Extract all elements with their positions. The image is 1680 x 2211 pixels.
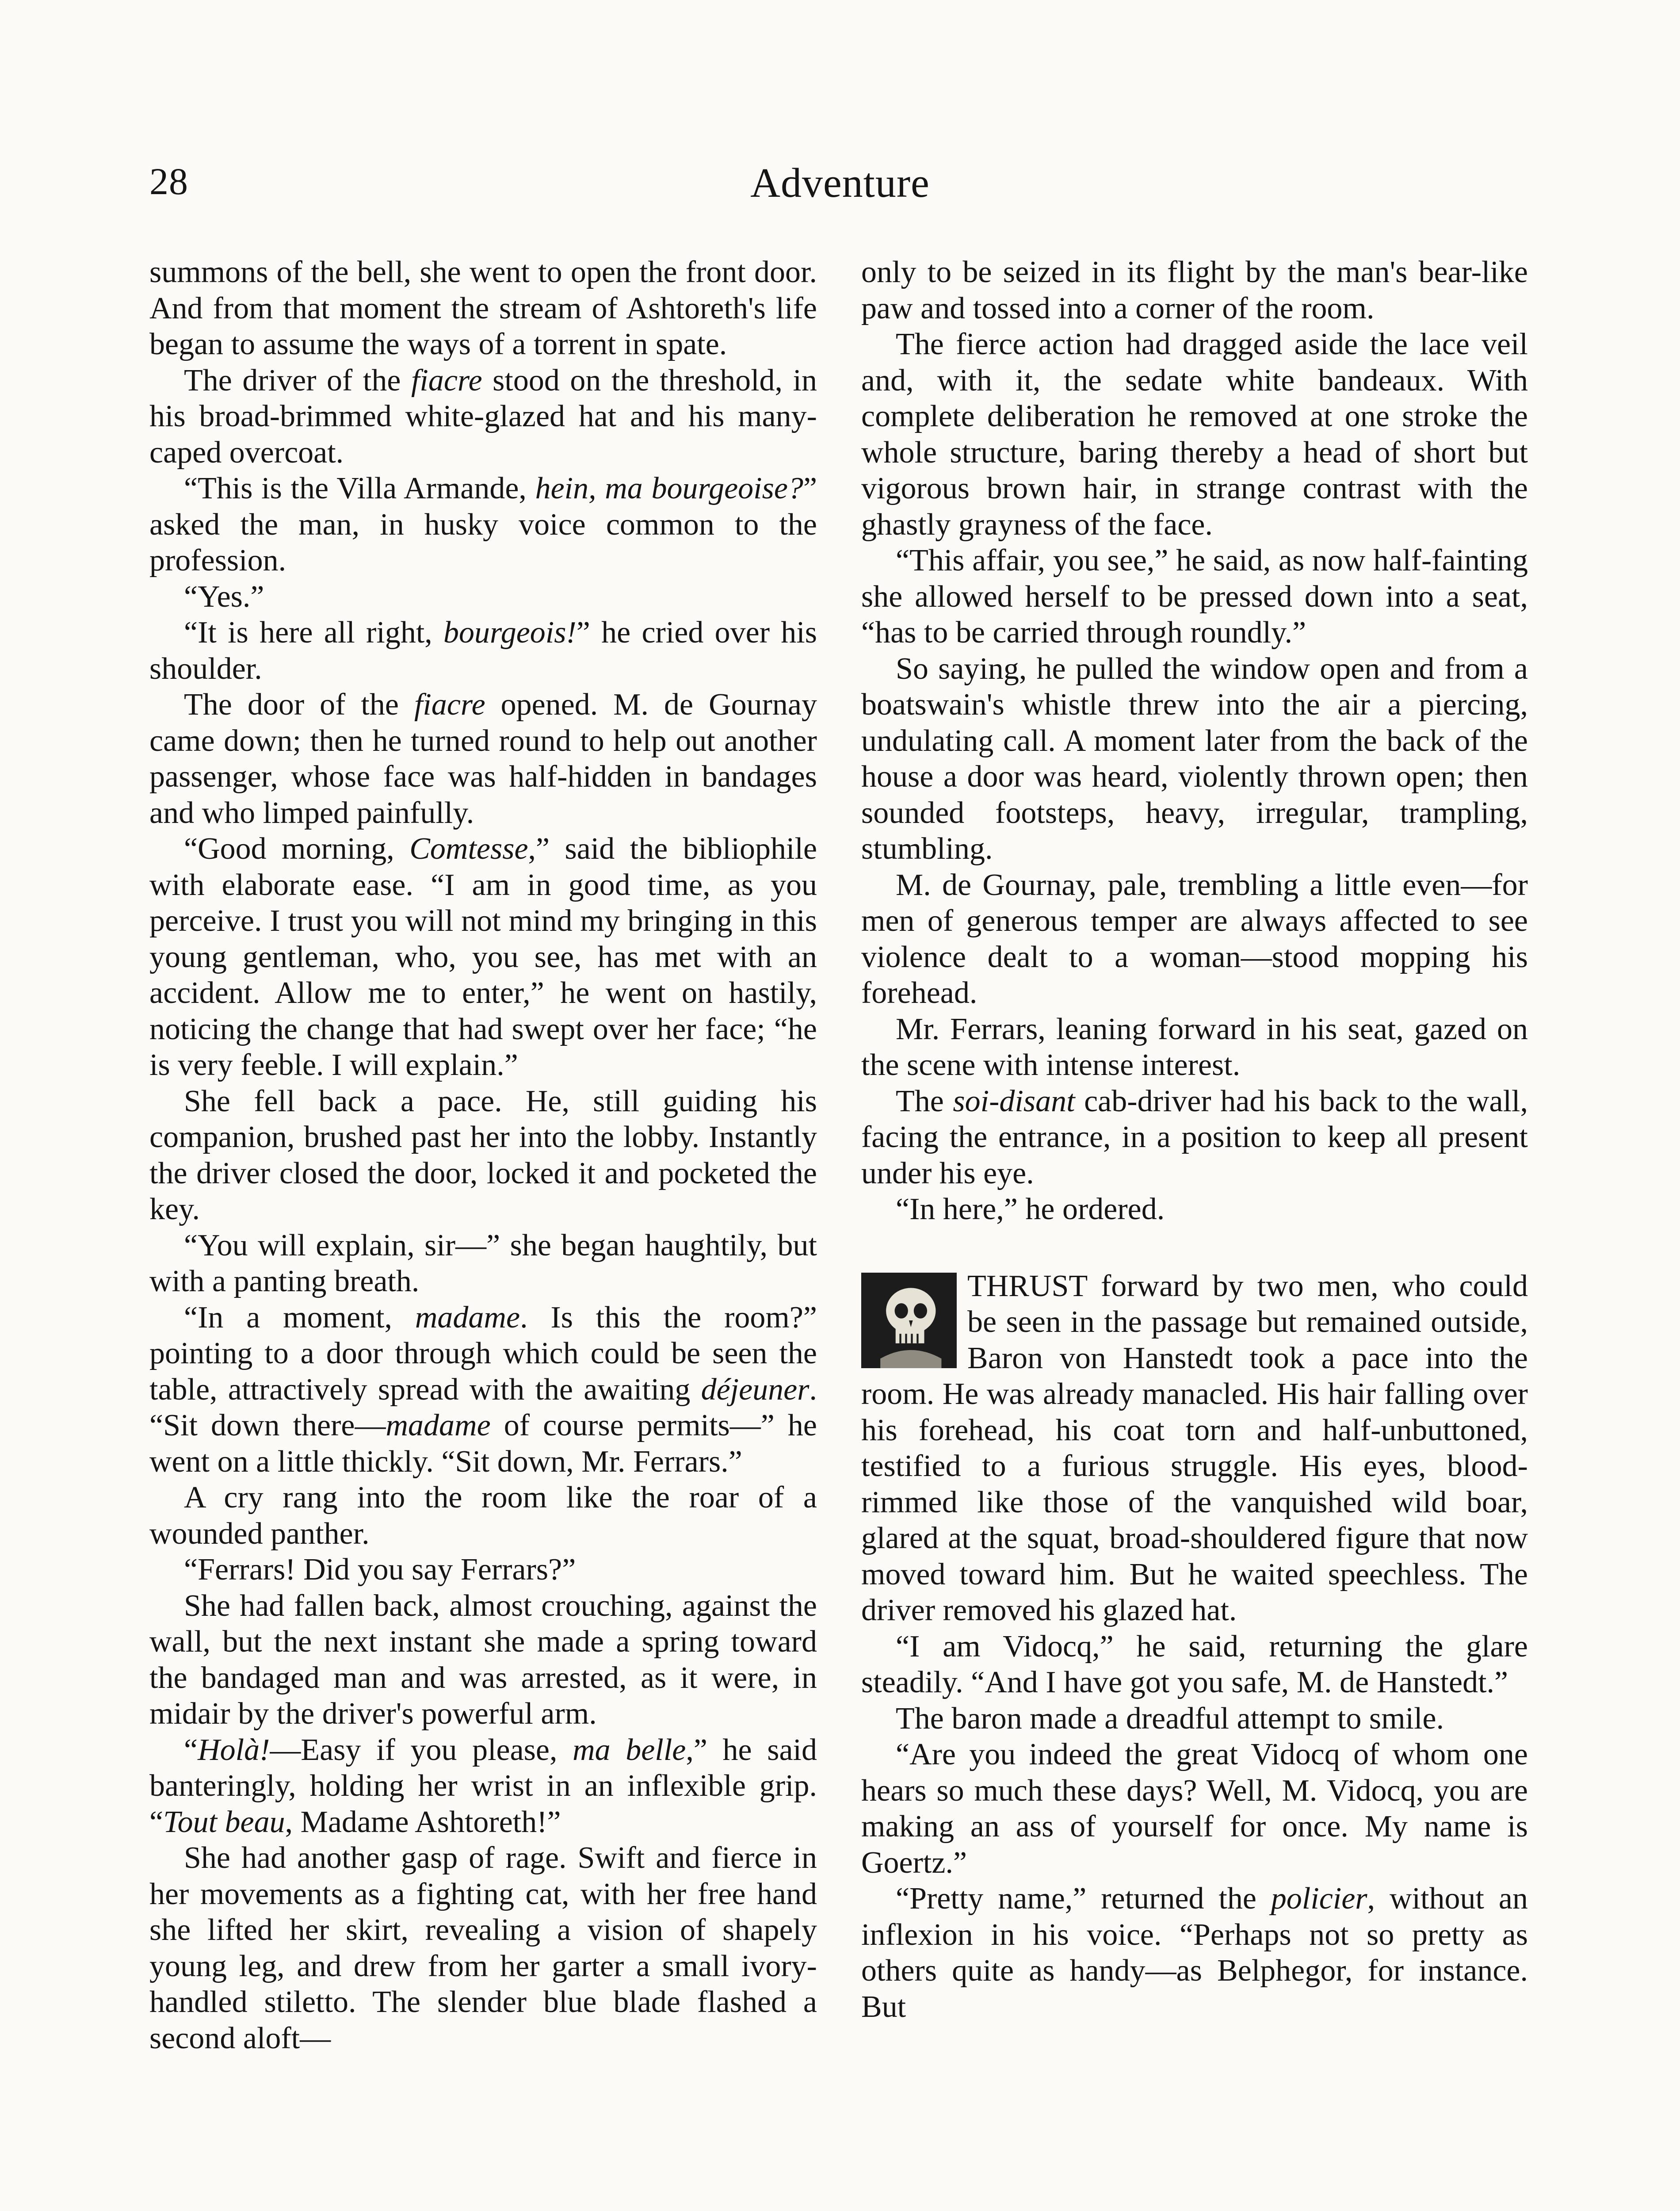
text-run: So saying, he pulled the window open and from a boatswain's whistle threw into the air a piercing, undulating call. A moment later from the back of the house a door was heard, violently thrown open; then sounded footsteps, heavy, irregular, trampling, stumbling.	[861, 651, 1528, 866]
text-run: “Good morning,	[184, 832, 410, 866]
text-run: . “Sit down there—	[149, 1372, 817, 1442]
paragraph	[861, 1881, 1528, 2025]
text-run: A cry rang into the room like the roar of a wounded panther.	[149, 1480, 817, 1551]
text-run: The	[896, 1084, 953, 1118]
text-run: “Are you indeed the great Vidocq of whom one hears so much these days? Well, M. Vidocq, you are making an ass of yourself for once. My name is Goertz.”	[861, 1737, 1528, 1880]
paragraph	[149, 363, 817, 471]
text-run: ,” said the bibliophile with elaborate ease. “I am in good time, as you perceive. I trust you will not mind my bringing in this young gentleman, who, you see, has met with an accident. Allow me to enter,” he went on hastily, noticing the change that had swept over her face; “he is very feeble. I will explain.”	[149, 832, 817, 1082]
text-run: ” he cried over his shoulder.	[149, 616, 817, 686]
section-opening-paragraph	[861, 1268, 1528, 1629]
text-run: The fierce action had dragged aside the lace veil and, with it, the sedate white bandeaux. With complete deliberation he removed at one stroke the whole structure, baring thereby a head of short but vigorous brown hair, in strange contrast with the ghastly grayness of the face.	[861, 327, 1528, 542]
text-run: cab-driver had his back to the wall, facing the entrance, in a position to keep all present under his eye.	[861, 1084, 1528, 1190]
text-run: “Yes.”	[184, 579, 264, 614]
running-head: Adventure	[750, 160, 930, 206]
text-run: M. de Gournay, pale, trembling a little even—for men of generous temper are always affected to see violence dealt to a woman—stood mopping his forehead.	[861, 868, 1528, 1010]
paragraph	[861, 1191, 1528, 1228]
left-column	[149, 254, 817, 2056]
italic-text: déjeuner	[701, 1372, 809, 1407]
paragraph	[149, 831, 817, 1083]
paragraph	[149, 1732, 817, 1840]
text-run: , without an inflexion in his voice. “Perhaps not so pretty as others quite as handy—as Belphegor, for instance. But	[861, 1882, 1528, 2024]
page-number: 28	[149, 160, 188, 203]
text-run: “It is here all right,	[184, 616, 444, 650]
text-run: —Easy if you please,	[270, 1733, 573, 1767]
paragraph	[149, 1840, 817, 2056]
text-run: “In a moment,	[184, 1300, 415, 1335]
paragraph	[861, 1011, 1528, 1083]
paragraph	[149, 1228, 817, 1300]
text-run: “In here,” he ordered.	[896, 1192, 1165, 1226]
text-run: only to be seized in its flight by the man's bear-like paw and tossed into a corner of the room.	[861, 255, 1528, 325]
text-run: The driver of the	[184, 363, 411, 398]
paragraph	[149, 1588, 817, 1732]
paragraph	[861, 867, 1528, 1011]
italic-text: madame	[415, 1300, 520, 1335]
section-break	[861, 1228, 1528, 1268]
paragraph	[861, 543, 1528, 651]
paragraph	[861, 651, 1528, 867]
text-run: , Madame Ashtoreth!”	[285, 1805, 561, 1839]
skull-ornament-icon	[861, 1273, 957, 1368]
paragraph	[149, 1480, 817, 1552]
paragraph	[149, 254, 817, 363]
paragraph	[861, 1701, 1528, 1737]
italic-text: Holà!	[198, 1733, 270, 1767]
text-run: ,” he said banteringly, holding her wrist in an inflexible grip. “	[149, 1733, 817, 1839]
italic-text: fiacre	[414, 688, 485, 722]
paragraph	[149, 579, 817, 615]
text-run: “Ferrars! Did you say Ferrars?”	[184, 1553, 576, 1587]
paragraph	[149, 615, 817, 687]
paragraph	[149, 1083, 817, 1228]
italic-text: soi-disant	[953, 1084, 1075, 1118]
text-run: “You will explain, sir—” she began haughtily, but with a panting breath.	[149, 1228, 817, 1298]
italic-text: Tout beau	[163, 1805, 285, 1839]
text-run: opened. M. de Gournay came down; then he turned round to help out another passenger, whose face was half-hidden in bandages and who limped painfully.	[149, 688, 817, 830]
italic-text: madame	[386, 1408, 491, 1442]
paragraph	[149, 1300, 817, 1480]
italic-text: Comtesse	[409, 832, 528, 866]
right-column	[861, 254, 1528, 2025]
text-run: “	[184, 1733, 198, 1767]
text-run: stood on the threshold, in his broad-brimmed white-glazed hat and his many-caped overcoat.	[149, 363, 817, 470]
text-run: . Is this the room?” pointing to a door through which could be seen the table, attractively spread with the awaiting	[149, 1300, 817, 1407]
text-run: She had fallen back, almost crouching, against the wall, but the next instant she made a spring toward the bandaged man and was arrested, as it were, in midair by the driver's powerful arm.	[149, 1588, 817, 1731]
text-run: She fell back a pace. He, still guiding his companion, brushed past her into the lobby. Instantly the driver closed the door, locked it and pocketed the key.	[149, 1084, 817, 1226]
left-column-body	[149, 254, 817, 2056]
italic-text: ma belle	[573, 1733, 686, 1767]
right-column-top	[861, 254, 1528, 1228]
text-run: “Pretty name,” returned the	[896, 1882, 1271, 1916]
paragraph	[861, 254, 1528, 326]
paragraph	[861, 1083, 1528, 1192]
text-run: of course permits—” he went on a little thickly. “Sit down, Mr. Ferrars.”	[149, 1408, 817, 1479]
text-run: “This is the Villa Armande,	[184, 471, 535, 505]
italic-text: policier	[1271, 1882, 1367, 1916]
paragraph	[861, 1629, 1528, 1701]
italic-text: hein, ma bourgeoise?	[535, 471, 803, 505]
paragraph	[861, 326, 1528, 543]
italic-text: fiacre	[411, 363, 482, 398]
text-run: The baron made a dreadful attempt to smile.	[896, 1701, 1444, 1736]
text-run: summons of the bell, she went to open the front door. And from that moment the stream of Ashtoreth's life began to assume the ways of a torrent in spate.	[149, 255, 817, 361]
text-run: “This affair, you see,” he said, as now half-fainting she allowed herself to be pressed down into a seat, “has to be carried through roundly.”	[861, 543, 1528, 650]
section-opening-text: THRUST forward by two men, who could be seen in the passage but remained outside, Baron von Hanstedt took a pace into the room. He was already manacled. His hair falling over his forehead, his coat torn and half-unbuttoned, testified to a furious struggle. His eyes, blood-rimmed like those of the vanquished wild boar, glared at the squat, broad-shouldered figure that now moved toward him. But he waited speechless. The driver removed his glazed hat.	[861, 1269, 1528, 1627]
text-run: She had another gasp of rage. Swift and fierce in her movements as a fighting cat, with her free hand she lifted her skirt, revealing a vision of shapely young leg, and drew from her garter a small ivory-handled stiletto. The slender blue blade flashed a second aloft—	[149, 1841, 817, 2055]
right-column-bottom	[861, 1629, 1528, 2025]
paragraph	[861, 1737, 1528, 1881]
text-run: The door of the	[184, 688, 414, 722]
paragraph	[149, 1552, 817, 1588]
text-run: “I am Vidocq,” he said, returning the glare steadily. “And I have got you safe, M. de Hanstedt.”	[861, 1629, 1528, 1699]
paragraph	[149, 471, 817, 579]
paragraph	[149, 687, 817, 831]
italic-text: bourgeois!	[443, 616, 577, 650]
text-run: ” asked the man, in husky voice common to the profession.	[149, 471, 817, 578]
text-run: Mr. Ferrars, leaning forward in his seat, gazed on the scene with intense interest.	[861, 1012, 1528, 1082]
